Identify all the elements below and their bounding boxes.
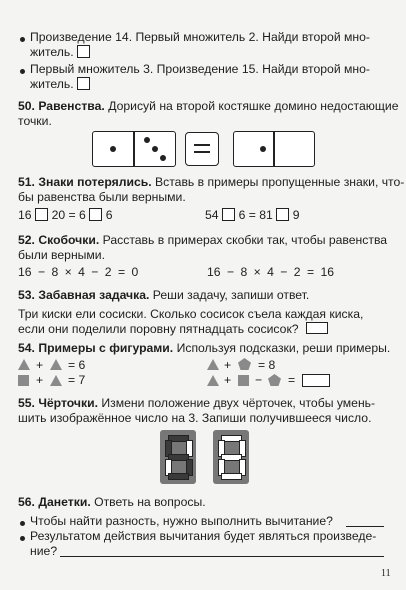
pentagon-icon bbox=[238, 358, 251, 370]
answer-box[interactable] bbox=[77, 45, 90, 58]
domino-2[interactable] bbox=[233, 131, 315, 167]
answer-box[interactable] bbox=[302, 374, 330, 387]
task-53-line1: 53. Забавная задачка. Реши задачу, запиши ответ. bbox=[18, 288, 310, 302]
task-51-line2: бы равенства были верными. bbox=[18, 190, 186, 204]
task-52-line2: были верными. bbox=[18, 248, 106, 262]
question-2: Результатом действия вычитания будет являться произведе- bbox=[30, 529, 377, 543]
example-51-2: 54 6 = 81 9 bbox=[205, 208, 300, 222]
square-icon bbox=[238, 375, 249, 386]
square-icon bbox=[18, 375, 29, 386]
example-52-2: 16 − 8 × 4 − 2 = 16 bbox=[207, 265, 335, 279]
task-text-line2: житель. bbox=[30, 77, 90, 92]
task-50-line2: точки. bbox=[18, 114, 52, 128]
answer-box[interactable] bbox=[276, 208, 289, 221]
answer-box[interactable] bbox=[89, 208, 102, 221]
question-1: Чтобы найти разность, нужно выполнить вычитание? bbox=[30, 514, 333, 528]
equals-box bbox=[185, 132, 219, 166]
plus-sign: + bbox=[36, 373, 44, 387]
result-6: = 6 bbox=[68, 358, 86, 372]
answer-box[interactable] bbox=[77, 77, 90, 90]
task-52-line1: 52. Скобочки. Расставь в примерах скобки так, чтобы равенства bbox=[18, 233, 388, 247]
question-2-end: ние? bbox=[30, 544, 58, 558]
triangle-icon bbox=[50, 375, 62, 386]
page-number: 11 bbox=[381, 568, 391, 579]
equals-sign: = bbox=[288, 373, 296, 387]
bullet bbox=[20, 536, 25, 541]
domino-1 bbox=[92, 131, 176, 167]
plus-sign: + bbox=[224, 373, 232, 387]
bullet bbox=[20, 69, 25, 74]
answer-line[interactable] bbox=[346, 526, 384, 527]
digit-display-8 bbox=[213, 430, 249, 484]
plus-sign: + bbox=[224, 358, 232, 372]
minus-sign: − bbox=[255, 373, 263, 387]
example-52-1: 16 − 8 × 4 − 2 = 0 bbox=[18, 265, 139, 279]
result-7: = 7 bbox=[68, 373, 86, 387]
triangle-icon bbox=[18, 359, 30, 370]
task-text: Первый множитель 3. Произведение 15. Найди второй мно- bbox=[30, 62, 370, 76]
task-53-line2: Три киски ели сосиски. Сколько сосисок съела каждая киска, bbox=[18, 307, 364, 321]
answer-box[interactable] bbox=[306, 322, 328, 334]
answer-box[interactable] bbox=[222, 208, 235, 221]
answer-line[interactable] bbox=[60, 556, 384, 557]
task-53-line3: если они поделили поровну пятнадцать сосисок? bbox=[18, 322, 328, 337]
triangle-icon bbox=[207, 359, 219, 370]
bullet bbox=[20, 37, 25, 42]
triangle-icon bbox=[50, 359, 62, 370]
task-56-line1: 56. Данетки. Ответь на вопросы. bbox=[18, 495, 206, 509]
task-51-line1: 51. Знаки потерялись. Вставь в примеры пропущенные знаки, что- bbox=[18, 175, 405, 189]
pentagon-icon bbox=[268, 374, 281, 386]
task-54-line1: 54. Примеры с фигурами. Используя подсказки, реши примеры. bbox=[18, 341, 391, 355]
task-50-line1: 50. Равенства. Дорисуй на второй костяшке домино недостающие bbox=[18, 99, 399, 113]
example-51-1: 16 20 = 6 6 bbox=[18, 208, 113, 222]
task-text-line2: житель. bbox=[30, 45, 90, 60]
bullet bbox=[20, 521, 25, 526]
task-text: Произведение 14. Первый множитель 2. Найди второй мно- bbox=[30, 30, 370, 44]
triangle-icon bbox=[207, 375, 219, 386]
result-8: = 8 bbox=[258, 358, 276, 372]
task-55-line2: шить изображённое число на 3. Запиши получившееся число. bbox=[18, 411, 372, 425]
digit-display-5 bbox=[160, 430, 196, 484]
plus-sign: + bbox=[36, 358, 44, 372]
answer-box[interactable] bbox=[35, 208, 48, 221]
task-55-line1: 55. Чёрточки. Измени положение двух чёрточек, чтобы умень- bbox=[18, 396, 376, 410]
